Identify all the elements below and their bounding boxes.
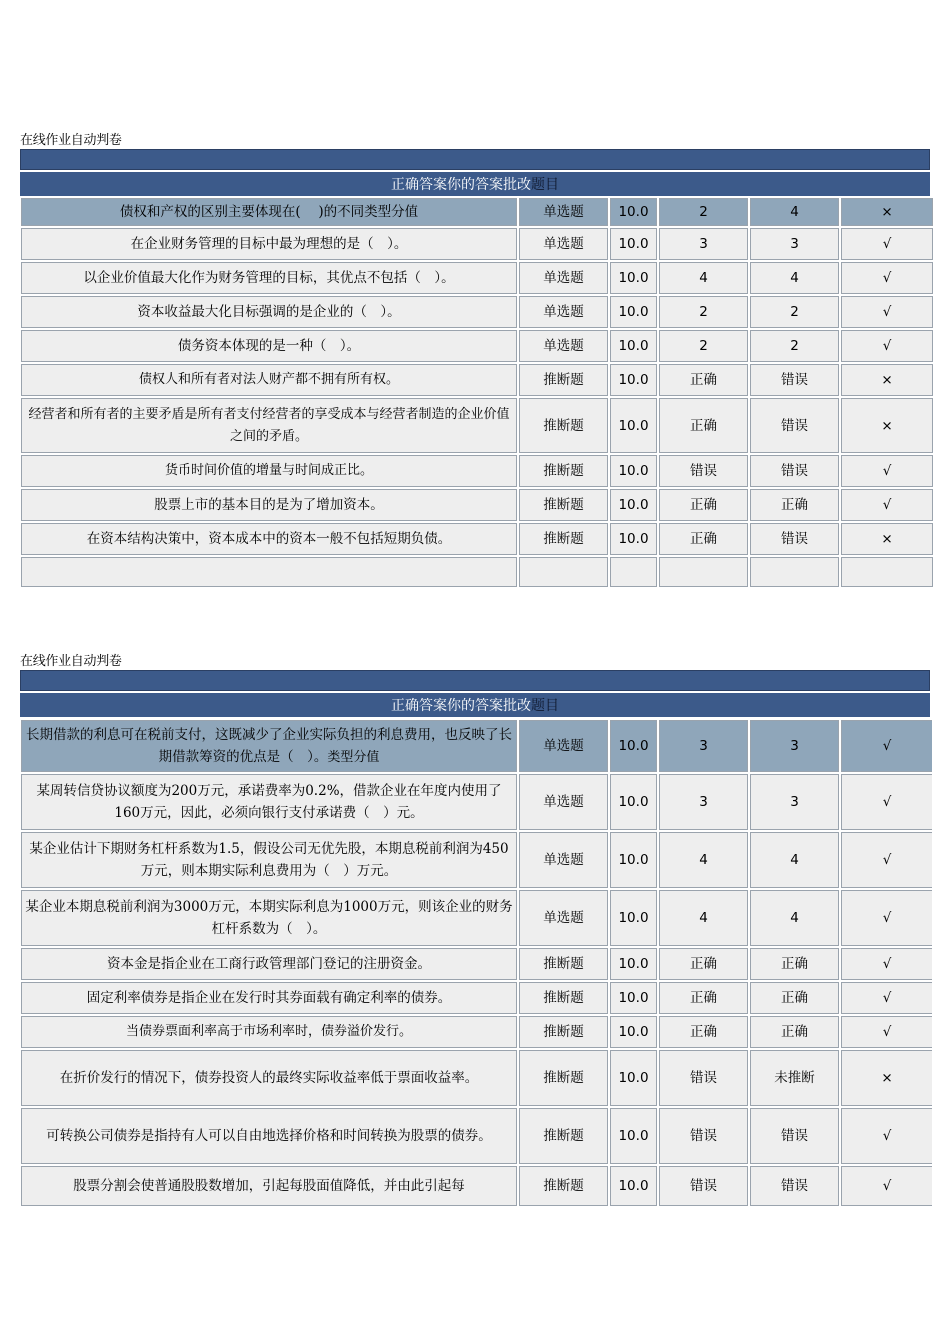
section-2-table-block xyxy=(20,670,930,717)
correct-answer-text: 正确 xyxy=(690,956,717,972)
score-text: 10.0 xyxy=(618,270,649,286)
type-text: 单选题 xyxy=(543,304,584,320)
empty-cell xyxy=(750,557,839,587)
correct-answer-cell xyxy=(659,1108,748,1164)
correct-answer-text: 正确 xyxy=(690,990,717,1006)
type-text: 单选题 xyxy=(543,270,584,286)
score-cell xyxy=(610,1016,657,1048)
score-text: 10.0 xyxy=(618,990,649,1006)
score-text: 10.0 xyxy=(618,417,649,434)
type-text: 单选题 xyxy=(543,204,584,220)
table-row xyxy=(21,832,932,888)
score-cell xyxy=(610,774,657,830)
section-1-caption: 在线作业自动判卷 xyxy=(20,133,122,148)
result-mark-text: √ xyxy=(882,852,892,868)
correct-answer-text: 错误 xyxy=(690,1070,717,1086)
question-text: 长期借款的利息可在税前支付，这既减少了企业实际负担的利息费用，也反映了长期借款筹资的优点是（ ）。 xyxy=(26,726,512,765)
correct-answer-cell xyxy=(659,890,748,946)
correct-answer-text: 3 xyxy=(699,794,708,810)
your-answer-text: 4 xyxy=(790,852,799,868)
your-answer-text: 4 xyxy=(790,270,799,286)
result-mark-cell xyxy=(841,832,932,888)
your-answer-text: 3 xyxy=(790,794,799,810)
result-mark-text: √ xyxy=(882,1178,892,1194)
table-row xyxy=(21,296,933,328)
empty-cell xyxy=(519,557,608,587)
question-text: 债权和产权的区别主要体现在( )的不同类型分值 xyxy=(119,204,419,220)
score-text: 10.0 xyxy=(618,236,649,252)
result-mark-text: √ xyxy=(882,990,892,1006)
correct-answer-cell xyxy=(659,228,748,260)
result-mark-cell xyxy=(841,720,932,772)
type-text: 推断题 xyxy=(543,1178,584,1194)
type-cell xyxy=(519,720,608,772)
score-text: 10.0 xyxy=(618,1024,649,1040)
score-text: 10.0 xyxy=(618,304,649,320)
correct-answer-cell xyxy=(659,832,748,888)
score-cell xyxy=(610,890,657,946)
correct-answer-text: 2 xyxy=(699,204,708,220)
empty-cell xyxy=(610,557,657,587)
result-mark-cell xyxy=(841,774,932,830)
your-answer-cell xyxy=(750,296,839,328)
score-cell xyxy=(610,262,657,294)
type-text: 推断题 xyxy=(543,463,584,479)
score-cell xyxy=(610,364,657,396)
correct-answer-text: 4 xyxy=(699,852,708,868)
question-cell xyxy=(21,262,517,294)
result-mark-text: × xyxy=(881,372,893,388)
result-mark-cell xyxy=(841,398,933,453)
correct-answer-text: 错误 xyxy=(690,1178,717,1194)
score-text: 10.0 xyxy=(618,338,649,354)
your-answer-cell xyxy=(750,398,839,453)
table-row xyxy=(21,1166,932,1206)
score-text: 10.0 xyxy=(618,956,649,972)
question-cell xyxy=(21,720,517,772)
result-mark-cell xyxy=(841,455,933,487)
section-1-top-bar xyxy=(20,149,930,170)
question-cell xyxy=(21,523,517,555)
table-row xyxy=(21,982,932,1014)
type-text: 单选题 xyxy=(543,852,584,868)
type-cell xyxy=(519,1050,608,1106)
correct-answer-cell xyxy=(659,296,748,328)
score-cell xyxy=(610,948,657,980)
section-2-header xyxy=(20,691,930,717)
type-cell xyxy=(519,228,608,260)
score-cell xyxy=(610,1050,657,1106)
question-cell xyxy=(21,1050,517,1106)
result-mark-cell xyxy=(841,948,932,980)
type-cell xyxy=(519,982,608,1014)
question-text: 经营者和所有者的主要矛盾是所有者支付经营者的享受成本与经营者制造的企业价值之间的矛盾。 xyxy=(28,406,510,444)
type-text: 单选题 xyxy=(543,910,584,926)
result-mark-cell xyxy=(841,1166,932,1206)
question-text: 股票上市的基本目的是为了增加资本。 xyxy=(154,497,384,513)
type-text: 单选题 xyxy=(543,738,584,754)
your-answer-text: 错误 xyxy=(781,1128,808,1144)
result-mark-text: √ xyxy=(882,738,892,754)
question-cell xyxy=(21,489,517,521)
your-answer-text: 错误 xyxy=(781,531,808,547)
type-text: 单选题 xyxy=(543,794,584,810)
correct-answer-cell xyxy=(659,489,748,521)
correct-answer-cell xyxy=(659,1050,748,1106)
result-mark-cell xyxy=(841,1108,932,1164)
table-row xyxy=(21,398,933,453)
score-text: 10.0 xyxy=(618,497,649,513)
correct-answer-cell xyxy=(659,774,748,830)
result-mark-text: × xyxy=(881,417,893,434)
table-row xyxy=(21,262,933,294)
result-mark-cell xyxy=(841,228,933,260)
result-mark-cell xyxy=(841,489,933,521)
question-cell xyxy=(21,228,517,260)
result-mark-text: √ xyxy=(882,463,892,479)
type-cell xyxy=(519,1166,608,1206)
section-2-grid xyxy=(20,718,932,1208)
correct-answer-cell xyxy=(659,948,748,980)
score-text: 10.0 xyxy=(618,1070,649,1086)
correct-answer-cell xyxy=(659,364,748,396)
question-cell xyxy=(21,948,517,980)
your-answer-cell xyxy=(750,330,839,362)
type-text: 推断题 xyxy=(543,956,584,972)
question-text: 货币时间价值的增量与时间成正比。 xyxy=(164,463,373,478)
type-cell xyxy=(519,523,608,555)
score-cell xyxy=(610,523,657,555)
result-mark-text: × xyxy=(881,1070,893,1086)
question-cell xyxy=(21,398,517,453)
your-answer-cell xyxy=(750,228,839,260)
score-text: 10.0 xyxy=(618,1178,649,1194)
empty-cell xyxy=(21,557,517,587)
result-mark-text: √ xyxy=(882,794,892,810)
section-1-table-block xyxy=(20,149,930,589)
correct-answer-cell xyxy=(659,1166,748,1206)
empty-cell xyxy=(841,557,933,587)
your-answer-text: 正确 xyxy=(781,956,808,972)
correct-answer-cell xyxy=(659,523,748,555)
score-text: 10.0 xyxy=(618,531,649,547)
question-text: 可转换公司债券是指持有人可以自由地选择价格和时间转换为股票的债券。 xyxy=(46,1128,492,1144)
your-answer-cell xyxy=(750,890,839,946)
your-answer-cell xyxy=(750,523,839,555)
type-cell xyxy=(519,398,608,453)
header-fragment-text: 类型分值 xyxy=(327,749,380,765)
table-row xyxy=(21,1108,932,1164)
table-row xyxy=(21,198,933,226)
correct-answer-cell xyxy=(659,455,748,487)
your-answer-cell xyxy=(750,198,839,226)
correct-answer-text: 3 xyxy=(699,236,708,252)
question-cell xyxy=(21,198,517,226)
question-text: 在企业财务管理的目标中最为理想的是（ ）。 xyxy=(130,236,408,252)
section-2-caption: 在线作业自动判卷 xyxy=(20,654,122,669)
score-cell xyxy=(610,228,657,260)
your-answer-cell xyxy=(750,982,839,1014)
score-cell xyxy=(610,198,657,226)
correct-answer-cell xyxy=(659,1016,748,1048)
score-text: 10.0 xyxy=(618,463,649,479)
result-mark-text: √ xyxy=(882,236,892,252)
section-2-header-main: 正确答案你的答案批改 xyxy=(391,698,531,714)
your-answer-text: 4 xyxy=(790,204,799,220)
correct-answer-text: 4 xyxy=(699,910,708,926)
table-row xyxy=(21,455,933,487)
question-text: 当债券票面利率高于市场利率时，债券溢价发行。 xyxy=(125,1024,412,1039)
section-1-header-tail: 题目 xyxy=(531,177,559,193)
your-answer-cell xyxy=(750,774,839,830)
question-cell xyxy=(21,364,517,396)
score-text: 10.0 xyxy=(618,738,649,754)
type-cell xyxy=(519,198,608,226)
correct-answer-cell xyxy=(659,982,748,1014)
section-2-top-bar xyxy=(20,670,930,691)
question-cell xyxy=(21,832,517,888)
your-answer-cell xyxy=(750,832,839,888)
type-text: 推断题 xyxy=(543,531,584,547)
correct-answer-text: 正确 xyxy=(690,372,717,388)
correct-answer-cell xyxy=(659,262,748,294)
score-cell xyxy=(610,455,657,487)
table-row xyxy=(21,720,932,772)
your-answer-cell xyxy=(750,455,839,487)
question-cell xyxy=(21,774,517,830)
table-row xyxy=(21,523,933,555)
your-answer-cell xyxy=(750,262,839,294)
result-mark-cell xyxy=(841,1016,932,1048)
correct-answer-text: 3 xyxy=(699,738,708,754)
type-cell xyxy=(519,774,608,830)
type-cell xyxy=(519,948,608,980)
result-mark-cell xyxy=(841,523,933,555)
question-text: 资本金是指企业在工商行政管理部门登记的注册资金。 xyxy=(107,956,431,972)
type-cell xyxy=(519,330,608,362)
your-answer-cell xyxy=(750,364,839,396)
type-cell xyxy=(519,1016,608,1048)
type-cell xyxy=(519,364,608,396)
your-answer-text: 未推断 xyxy=(774,1070,815,1086)
your-answer-text: 2 xyxy=(790,304,799,320)
question-cell xyxy=(21,296,517,328)
question-text: 某企业本期息税前利润为3000万元，本期实际利息为1000万元，则该企业的财务杠杆系数为（ ）。 xyxy=(25,899,513,937)
score-cell xyxy=(610,398,657,453)
result-mark-text: √ xyxy=(882,1128,892,1144)
section-2-grid-viewport xyxy=(20,718,932,1215)
table-row xyxy=(21,890,932,946)
correct-answer-text: 正确 xyxy=(690,1024,717,1040)
score-text: 10.0 xyxy=(618,910,649,926)
question-text: 在折价发行的情况下，债券投资人的最终实际收益率低于票面收益率。 xyxy=(59,1070,479,1086)
your-answer-cell xyxy=(750,1108,839,1164)
result-mark-cell xyxy=(841,364,933,396)
table-row xyxy=(21,364,933,396)
table-row-empty xyxy=(21,557,933,587)
table-row xyxy=(21,1016,932,1048)
your-answer-cell xyxy=(750,489,839,521)
table-row xyxy=(21,228,933,260)
type-cell xyxy=(519,890,608,946)
question-text: 债权人和所有者对法人财产都不拥有所有权。 xyxy=(138,372,399,387)
score-text: 10.0 xyxy=(618,852,649,868)
table-row xyxy=(21,948,932,980)
your-answer-cell xyxy=(750,1016,839,1048)
score-text: 10.0 xyxy=(618,1128,649,1144)
score-cell xyxy=(610,296,657,328)
result-mark-text: √ xyxy=(882,956,892,972)
correct-answer-text: 正确 xyxy=(690,531,717,547)
result-mark-text: × xyxy=(881,204,893,220)
question-text: 某周转信贷协议额度为200万元，承诺费率为0.2%，借款企业在年度内使用了160万元，因此，必须向银行支付承诺费（ ）元。 xyxy=(36,783,502,821)
correct-answer-text: 错误 xyxy=(690,1128,717,1144)
your-answer-text: 3 xyxy=(790,236,799,252)
type-text: 推断题 xyxy=(543,372,584,388)
type-text: 推断题 xyxy=(543,1024,584,1040)
score-cell xyxy=(610,1166,657,1206)
question-text: 固定利率债券是指企业在发行时其券面载有确定利率的债券。 xyxy=(86,990,452,1006)
question-cell xyxy=(21,330,517,362)
correct-answer-cell xyxy=(659,330,748,362)
your-answer-text: 2 xyxy=(790,338,799,354)
your-answer-cell xyxy=(750,1050,839,1106)
score-cell xyxy=(610,832,657,888)
type-cell xyxy=(519,296,608,328)
question-cell xyxy=(21,982,517,1014)
section-1-grid xyxy=(19,196,935,589)
result-mark-text: √ xyxy=(882,910,892,926)
correct-answer-text: 正确 xyxy=(690,417,717,434)
correct-answer-text: 2 xyxy=(699,304,708,320)
result-mark-text: √ xyxy=(882,1024,892,1040)
question-cell xyxy=(21,1166,517,1206)
type-cell xyxy=(519,489,608,521)
score-text: 10.0 xyxy=(618,372,649,388)
your-answer-text: 错误 xyxy=(781,463,808,479)
result-mark-cell xyxy=(841,1050,932,1106)
your-answer-text: 正确 xyxy=(781,1024,808,1040)
empty-cell xyxy=(659,557,748,587)
result-mark-text: × xyxy=(881,531,893,547)
correct-answer-cell xyxy=(659,720,748,772)
result-mark-text: √ xyxy=(882,338,892,354)
score-text: 10.0 xyxy=(618,794,649,810)
score-cell xyxy=(610,330,657,362)
type-text: 推断题 xyxy=(543,497,584,513)
score-cell xyxy=(610,982,657,1014)
type-text: 推断题 xyxy=(543,417,584,434)
type-text: 单选题 xyxy=(543,338,584,354)
your-answer-text: 错误 xyxy=(781,417,808,434)
result-mark-cell xyxy=(841,890,932,946)
question-cell xyxy=(21,1108,517,1164)
correct-answer-text: 4 xyxy=(699,270,708,286)
type-cell xyxy=(519,832,608,888)
type-text: 推断题 xyxy=(543,1128,584,1144)
result-mark-cell xyxy=(841,330,933,362)
correct-answer-cell xyxy=(659,398,748,453)
result-mark-text: √ xyxy=(882,497,892,513)
type-text: 推断题 xyxy=(543,990,584,1006)
your-answer-cell xyxy=(750,948,839,980)
section-2-header-tail: 题目 xyxy=(531,698,559,714)
result-mark-cell xyxy=(841,296,933,328)
score-cell xyxy=(610,1108,657,1164)
result-mark-text: √ xyxy=(882,304,892,320)
section-1-header xyxy=(20,170,930,196)
question-cell xyxy=(21,455,517,487)
question-cell xyxy=(21,890,517,946)
your-answer-text: 错误 xyxy=(781,1178,808,1194)
question-text: 资本收益最大化目标强调的是企业的（ ）。 xyxy=(137,304,401,320)
result-mark-cell xyxy=(841,982,932,1014)
your-answer-cell xyxy=(750,1166,839,1206)
question-text: 股票分割会使普通股股数增加，引起每股面值降低，并由此引起每 xyxy=(73,1178,465,1194)
type-text: 推断题 xyxy=(543,1070,584,1086)
correct-answer-text: 2 xyxy=(699,338,708,354)
your-answer-text: 4 xyxy=(790,910,799,926)
result-mark-cell xyxy=(841,198,933,226)
question-text: 在资本结构决策中，资本成本中的资本一般不包括短期负债。 xyxy=(86,531,452,547)
correct-answer-cell xyxy=(659,198,748,226)
your-answer-text: 正确 xyxy=(781,497,808,513)
your-answer-text: 3 xyxy=(790,738,799,754)
your-answer-text: 正确 xyxy=(781,990,808,1006)
type-cell xyxy=(519,455,608,487)
result-mark-cell xyxy=(841,262,933,294)
score-text: 10.0 xyxy=(618,204,649,220)
section-1-header-main: 正确答案你的答案批改 xyxy=(391,177,531,193)
table-row xyxy=(21,774,932,830)
table-row xyxy=(21,489,933,521)
score-cell xyxy=(610,720,657,772)
type-cell xyxy=(519,1108,608,1164)
correct-answer-text: 正确 xyxy=(690,497,717,513)
table-row xyxy=(21,330,933,362)
type-text: 单选题 xyxy=(543,236,584,252)
result-mark-text: √ xyxy=(882,270,892,286)
question-cell xyxy=(21,1016,517,1048)
correct-answer-text: 错误 xyxy=(690,463,717,479)
your-answer-cell xyxy=(750,720,839,772)
type-cell xyxy=(519,262,608,294)
score-cell xyxy=(610,489,657,521)
question-text: 某企业估计下期财务杠杆系数为1.5，假设公司无优先股，本期息税前利润为450万元，则本期实际利息费用为（ ）万元。 xyxy=(29,841,509,879)
your-answer-text: 错误 xyxy=(781,372,808,388)
table-row xyxy=(21,1050,932,1106)
question-text: 以企业价值最大化作为财务管理的目标，其优点不包括（ ）。 xyxy=(83,270,455,286)
question-text: 债务资本体现的是一种（ ）。 xyxy=(177,338,361,354)
